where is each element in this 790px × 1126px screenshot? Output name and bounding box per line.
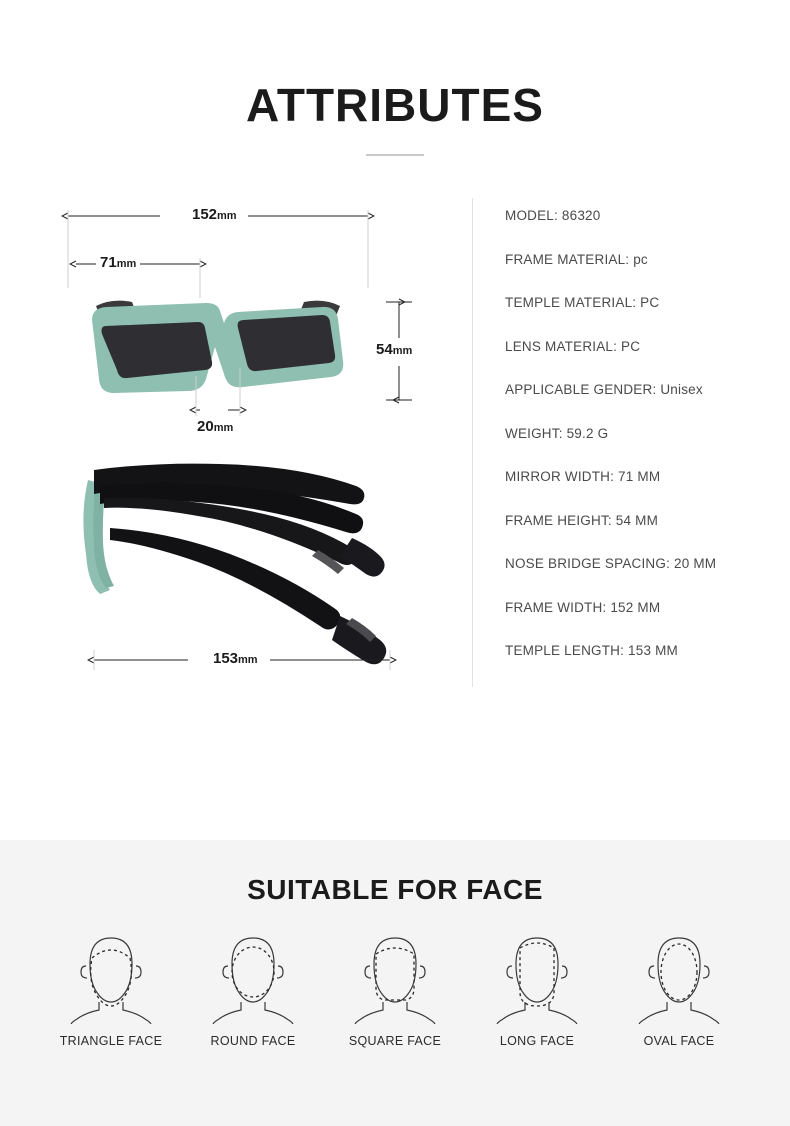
spec-mirror-width: MIRROR WIDTH: 71 MM — [505, 469, 661, 484]
attributes-content — [0, 198, 790, 687]
spec-model: MODEL: 86320 — [505, 208, 601, 223]
dimension-nose-bridge: 20mm — [197, 418, 234, 435]
oval-face-icon — [624, 928, 734, 1024]
long-face-icon — [482, 928, 592, 1024]
face-label-triangle: TRIANGLE FACE — [59, 1034, 163, 1048]
title-underline — [366, 154, 424, 156]
suitable-for-face-section — [0, 840, 790, 1126]
square-face-icon — [340, 928, 450, 1024]
product-diagram — [0, 198, 472, 687]
face-card-triangle — [51, 928, 171, 1048]
dimension-frame-width: 152mm — [192, 206, 237, 223]
face-label-square: SQUARE FACE — [348, 1034, 442, 1048]
dimension-temple-length: 153mm — [213, 650, 258, 667]
face-label-long: LONG FACE — [499, 1034, 575, 1048]
spec-frame-height: FRAME HEIGHT: 54 MM — [505, 512, 659, 528]
spec-weight: WEIGHT: 59.2 G — [505, 425, 609, 441]
spec-temple-length: TEMPLE LENGTH: 153 MM — [505, 643, 678, 658]
page-title: ATTRIBUTES — [246, 79, 544, 131]
face-card-square — [335, 928, 455, 1048]
diagram-svg — [0, 198, 472, 718]
round-face-icon — [198, 928, 308, 1024]
face-label-round: ROUND FACE — [210, 1034, 296, 1048]
dimension-frame-height: 54mm — [376, 341, 413, 358]
spec-temple-material: TEMPLE MATERIAL: PC — [505, 295, 660, 310]
spec-frame-width: FRAME WIDTH: 152 MM — [505, 599, 661, 615]
face-grid — [0, 928, 790, 1048]
face-card-long — [477, 928, 597, 1048]
spec-nose-bridge-spacing: NOSE BRIDGE SPACING: 20 MM — [505, 556, 717, 571]
face-card-oval — [619, 928, 739, 1048]
face-section-title: SUITABLE FOR FACE — [247, 874, 543, 905]
face-label-oval: OVAL FACE — [643, 1034, 715, 1048]
spec-lens-material: LENS MATERIAL: PC — [505, 338, 641, 354]
face-card-round — [193, 928, 313, 1048]
spec-applicable-gender: APPLICABLE GENDER: Unisex — [505, 382, 703, 397]
spec-frame-material: FRAME MATERIAL: pc — [505, 251, 648, 267]
dimension-mirror-width: 71mm — [100, 254, 137, 271]
spec-list — [472, 198, 790, 687]
triangle-face-icon — [56, 928, 166, 1024]
